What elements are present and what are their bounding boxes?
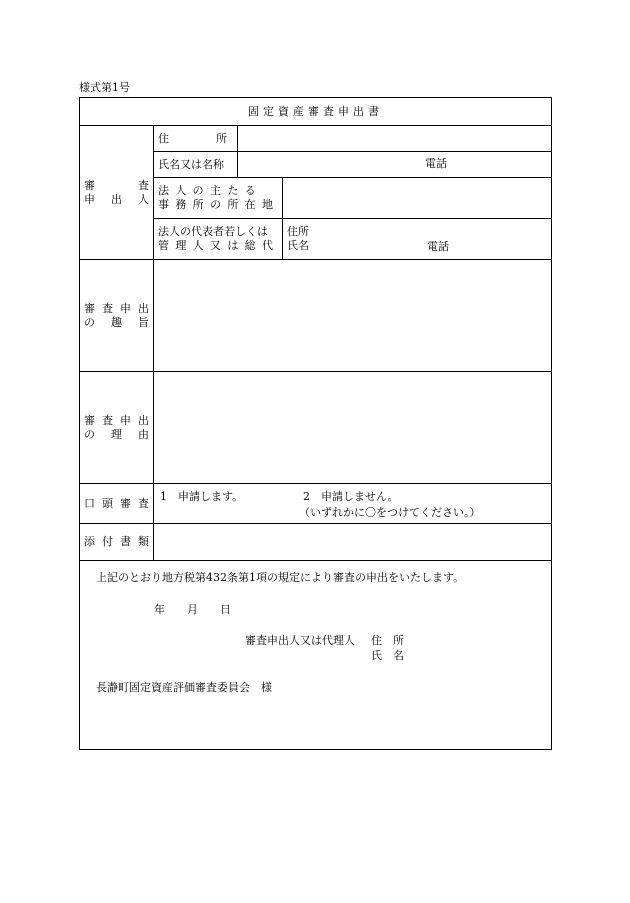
applicant-label-line2: 申 出 人 [84, 192, 149, 206]
rep-name-label: 氏名 [287, 239, 309, 252]
oral-hearing-note: （いずれかに〇をつけてください。） [299, 506, 481, 519]
applicant-section-label [80, 126, 154, 260]
oral-hearing-option-decline[interactable]: 2 申請しません。 [303, 490, 399, 503]
reason-label: 審 査 申 出 の 理 由 [80, 372, 154, 484]
oral-hearing-label: 口 頭 審 査 [80, 484, 154, 524]
oral-hearing-option-request[interactable]: 1 申請します。 [160, 490, 244, 503]
oral-hearing-field [154, 484, 552, 524]
name-label: 氏名又は名称 [154, 152, 238, 178]
corp-office-label: 法 人 の 主 た る 事 務 所 の 所 在 地 [154, 178, 283, 219]
reason-field[interactable] [154, 372, 552, 484]
address-field[interactable] [238, 126, 552, 152]
name-field[interactable] [238, 152, 552, 178]
appeal-form-table [79, 97, 552, 750]
rep-address-label: 住所 [287, 225, 309, 238]
representative-label: 法人の代表者若しくは 管 理 人 又 は 総 代 [154, 219, 283, 260]
declaration-date[interactable]: 年 月 日 [154, 603, 231, 616]
corp-office-field[interactable] [283, 178, 552, 219]
rep-phone-label: 電話 [427, 240, 449, 253]
address-label: 住 所 [154, 126, 238, 152]
applicant-label-line1: 審 査 [84, 178, 149, 192]
phone-label: 電話 [425, 157, 447, 170]
addressee: 長瀞町固定資産評価審査委員会 様 [96, 681, 272, 694]
attachments-field[interactable] [154, 524, 552, 561]
attachments-label: 添 付 書 類 [80, 524, 154, 561]
representative-field[interactable] [283, 219, 552, 260]
declaration-section [80, 561, 552, 750]
declaration-statement: 上記のとおり地方税第432条第1項の規定により審査の申出をいたします。 [96, 571, 465, 584]
signer-name-label: 氏 名 [371, 649, 404, 662]
form-number: 様式第1号 [79, 81, 130, 94]
purpose-label: 審 査 申 出 の 趣 旨 [80, 260, 154, 372]
form-title: 固定資産審査申出書 [80, 98, 552, 126]
purpose-field[interactable] [154, 260, 552, 372]
signer-role: 審査申出人又は代理人 [245, 634, 355, 647]
signer-address-label: 住 所 [371, 634, 404, 647]
